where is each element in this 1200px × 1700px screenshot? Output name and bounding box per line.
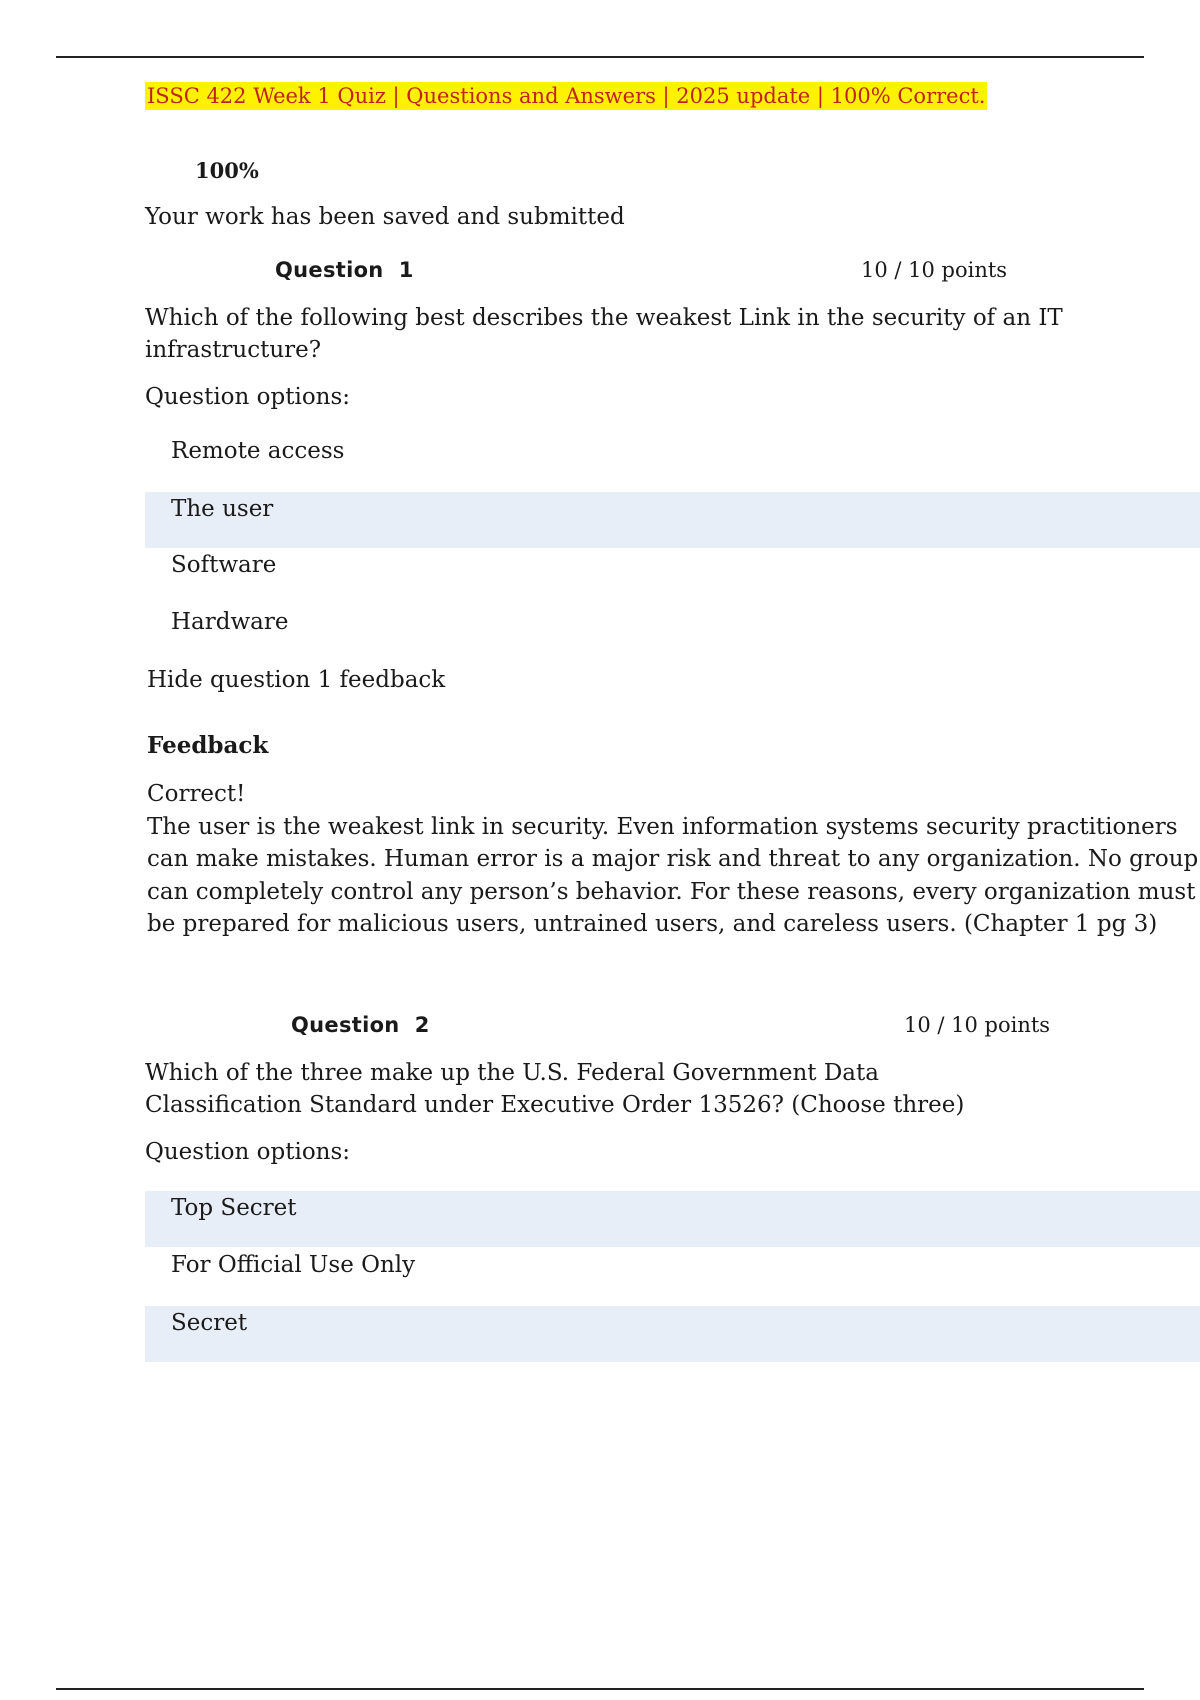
question-2-points: 10 / 10 points <box>904 1013 1051 1037</box>
question-1-number: 1 <box>398 258 414 282</box>
question-2-option-for-official-use-only[interactable]: For Official Use Only <box>171 1252 416 1278</box>
question-1-heading <box>275 258 414 282</box>
feedback-heading: Feedback <box>147 732 269 759</box>
question-1-option-software[interactable]: Software <box>171 552 277 578</box>
question-1-option-the-user[interactable]: The user <box>145 492 1200 548</box>
saved-message: Your work has been saved and submitted <box>145 204 625 230</box>
hide-feedback-link[interactable]: Hide question 1 feedback <box>147 667 446 693</box>
feedback-line: Correct! <box>147 781 246 807</box>
question-2-option-top-secret[interactable]: Top Secret <box>145 1191 1200 1247</box>
question-1-label: Question <box>275 258 384 282</box>
top-divider <box>56 56 1144 58</box>
feedback-line: be prepared for malicious users, untrained users, and careless users. (Chapter 1 pg 3) <box>147 911 1158 937</box>
feedback-line: The user is the weakest link in security. Even information systems security practitioners <box>147 813 1178 840</box>
question-2-option-secret[interactable]: Secret <box>145 1306 1200 1362</box>
feedback-body <box>147 778 1200 941</box>
quiz-score: 100% <box>195 158 259 183</box>
question-2-options-label: Question options: <box>145 1139 351 1165</box>
bottom-divider <box>56 1688 1144 1690</box>
question-1-option-remote-access[interactable]: Remote access <box>171 438 345 464</box>
question-1-option-hardware[interactable]: Hardware <box>171 609 289 635</box>
question-2-number: 2 <box>414 1013 430 1037</box>
question-2-label: Question <box>291 1013 400 1037</box>
document-title: ISSC 422 Week 1 Quiz | Questions and Answers | 2025 update | 100% Correct. <box>147 84 986 108</box>
question-2-text: Which of the three make up the U.S. Federal Government Data Classification Standard under Executive Order 13526? (Choose three) <box>145 1060 965 1118</box>
question-1-text: Which of the following best describes the weakest Link in the security of an IT infrastructure? <box>145 305 1063 363</box>
feedback-line: can completely control any person’s behavior. For these reasons, every organization must <box>147 878 1196 905</box>
question-1-points: 10 / 10 points <box>861 258 1008 282</box>
feedback-line: can make mistakes. Human error is a major risk and threat to any organization. No group <box>147 846 1199 872</box>
question-1-options-label: Question options: <box>145 384 351 410</box>
question-2-heading <box>291 1013 430 1037</box>
